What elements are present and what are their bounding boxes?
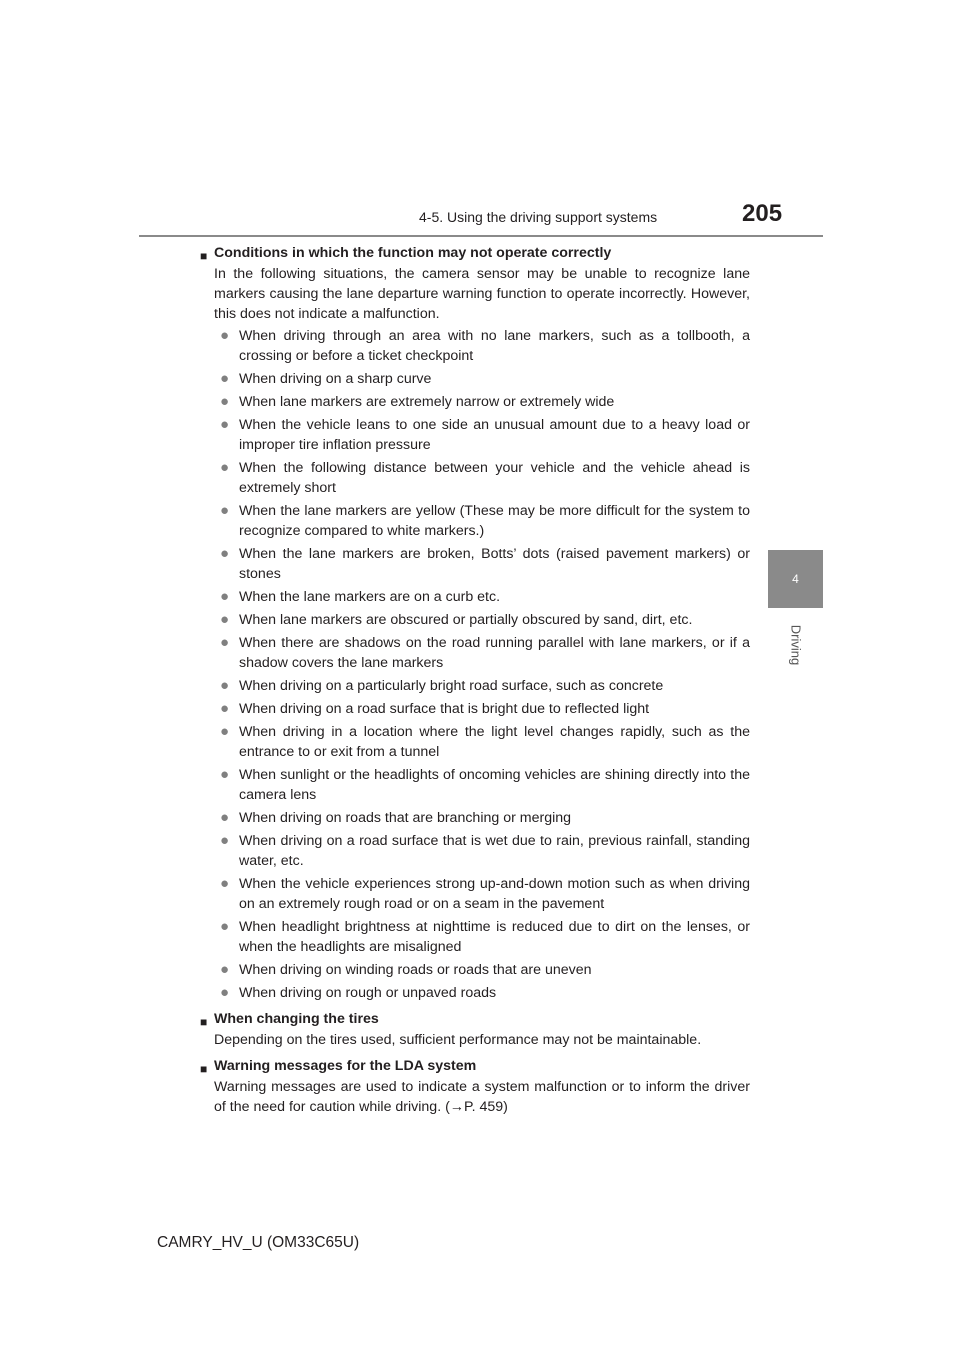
chapter-tab[interactable] bbox=[768, 550, 823, 608]
list-item: ● When the lane markers are yellow (These may be more difficult for the system to recognize compared to white markers.) bbox=[220, 502, 750, 539]
list-item: ● When the lane markers are broken, Botts’ dots (raised pavement markers) or stones bbox=[220, 545, 750, 582]
bullet-icon: ● bbox=[220, 416, 230, 433]
list-item: ● When the following distance between your vehicle and the vehicle ahead is extremely short bbox=[220, 459, 750, 496]
chapter-label-text: Driving bbox=[788, 624, 803, 666]
list-item: ● When the vehicle experiences strong up-and-down motion such as when driving on an extremely rough road or on a seam in the pavement bbox=[220, 875, 750, 912]
bullet-icon: ● bbox=[220, 723, 230, 740]
bullet-icon: ● bbox=[220, 766, 230, 783]
chapter-label bbox=[768, 615, 823, 675]
list-item: ● When there are shadows on the road running parallel with lane markers, or if a shadow covers the lane markers bbox=[220, 634, 750, 671]
list-item: ● When driving on rough or unpaved roads bbox=[220, 984, 497, 1001]
bullet-icon: ● bbox=[220, 700, 230, 717]
list-item: ● When driving on a particularly bright road surface, such as concrete bbox=[220, 677, 664, 694]
section-heading-text: Conditions in which the function may not operate correctly bbox=[214, 245, 612, 261]
section-heading bbox=[200, 243, 750, 263]
bullet-icon: ● bbox=[220, 809, 230, 826]
chapter-number: 4 bbox=[792, 572, 799, 586]
bullet-icon: ● bbox=[220, 961, 230, 978]
list-item: ● When sunlight or the headlights of oncoming vehicles are shining directly into the camera lens bbox=[220, 766, 750, 803]
bullet-icon: ● bbox=[220, 545, 230, 562]
bullet-icon: ● bbox=[220, 984, 230, 1001]
list-item: ● When the vehicle leans to one side an unusual amount due to a heavy load or improper tire inflation pressure bbox=[220, 416, 750, 453]
list-item: ● When driving on a road surface that is bright due to reflected light bbox=[220, 700, 650, 717]
section-intro: Warning messages are used to indicate a system malfunction or to inform the driver of the need for caution while driving. (→P. 459) bbox=[214, 1079, 750, 1115]
bullet-icon: ● bbox=[220, 611, 230, 628]
square-bullet-icon: ■ bbox=[200, 1062, 208, 1076]
page-content bbox=[200, 243, 750, 1123]
list-item: ● When driving through an area with no lane markers, such as a tollbooth, a crossing or before a ticket checkpoint bbox=[220, 327, 750, 364]
list-item: ● When headlight brightness at nighttime is reduced due to dirt on the lenses, or when the headlights are misaligned bbox=[220, 918, 750, 955]
bullet-icon: ● bbox=[220, 875, 230, 892]
bullet-icon: ● bbox=[220, 459, 230, 476]
bullet-icon: ● bbox=[220, 588, 230, 605]
section-heading bbox=[200, 1009, 750, 1029]
section-intro: Depending on the tires used, sufficient performance may not be maintainable. bbox=[214, 1032, 702, 1048]
bullet-icon: ● bbox=[220, 502, 230, 519]
square-bullet-icon: ■ bbox=[200, 249, 208, 263]
section-title: 4-5. Using the driving support systems bbox=[419, 209, 658, 225]
page-number: 205 bbox=[742, 200, 783, 227]
bullet-icon: ● bbox=[220, 677, 230, 694]
list-item: ● When the lane markers are on a curb etc. bbox=[220, 588, 501, 605]
list-item: ● When driving on a sharp curve bbox=[220, 370, 432, 387]
bullet-icon: ● bbox=[220, 832, 230, 849]
list-item: ● When lane markers are extremely narrow or extremely wide bbox=[220, 393, 615, 410]
section-intro: In the following situations, the camera sensor may be unable to recognize lane markers causing the lane departure warning function to operate incorrectly. However, this does not indicate a malfunction. bbox=[214, 266, 750, 322]
section-warnings bbox=[200, 1056, 750, 1117]
list-item: ● When driving in a location where the light level changes rapidly, such as the entrance to or exit from a tunnel bbox=[220, 723, 750, 760]
bullet-icon: ● bbox=[220, 634, 230, 651]
bullet-icon: ● bbox=[220, 327, 230, 344]
bullet-icon: ● bbox=[220, 393, 230, 410]
list-item: ● When driving on a road surface that is wet due to rain, previous rainfall, standing water, etc. bbox=[220, 832, 750, 869]
list-item: ● When driving on winding roads or roads that are uneven bbox=[220, 961, 592, 978]
square-bullet-icon: ■ bbox=[200, 1015, 208, 1029]
section-heading-text: Warning messages for the LDA system bbox=[214, 1058, 477, 1074]
list-item: ● When driving on roads that are branching or merging bbox=[220, 809, 572, 826]
condition-list bbox=[210, 326, 750, 1003]
section-conditions bbox=[200, 243, 750, 1003]
bullet-icon: ● bbox=[220, 370, 230, 387]
page-header bbox=[139, 200, 823, 237]
manual-code: CAMRY_HV_U (OM33C65U) bbox=[157, 1234, 360, 1251]
list-item: ● When lane markers are obscured or partially obscured by sand, dirt, etc. bbox=[220, 611, 693, 628]
bullet-icon: ● bbox=[220, 918, 230, 935]
section-tires bbox=[200, 1009, 750, 1050]
section-heading bbox=[200, 1056, 750, 1076]
section-heading-text: When changing the tires bbox=[214, 1011, 379, 1027]
